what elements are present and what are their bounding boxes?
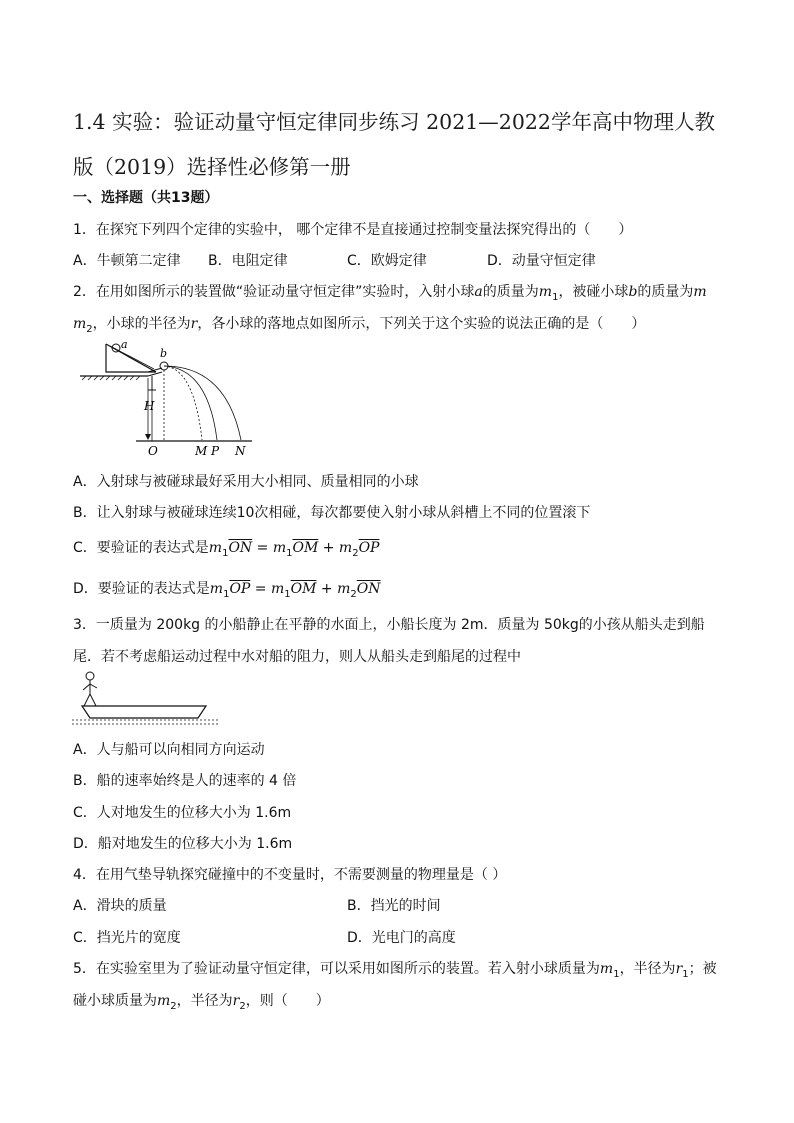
eq-segment: $\overline{ON}$ — [228, 540, 253, 556]
q2-text: ，各小球的落地点如图所示，下列关于这个实验的说法正确的是（ ） — [197, 316, 646, 332]
eq-segment: $\overline{OM}$ — [292, 540, 319, 556]
eq-sub: 2 — [352, 547, 359, 559]
eq-sub: 1 — [222, 547, 229, 559]
q2-sym-a: a — [474, 284, 483, 300]
q2-text: 的质量为 — [482, 284, 539, 300]
q2-apparatus-figure — [76, 338, 256, 458]
q2-option-c-text: C．要验证的表达式是 — [73, 540, 209, 556]
eq-m: m — [270, 581, 285, 597]
q5-text: ，半径为 — [176, 993, 233, 1009]
q2-stem-line1 — [73, 281, 707, 303]
q5-text: ，则（ ） — [245, 993, 330, 1009]
q5-text: ；被 — [688, 961, 717, 977]
q1-option-d[interactable]: D．动量守恒定律 — [487, 253, 596, 269]
q3-option-a[interactable]: A．人与船可以向相同方向运动 — [73, 742, 265, 758]
fig-label-b: b — [160, 347, 168, 360]
q3-stem-line2: 尾．若不考虑船运动过程中水对船的阻力，则人从船头走到船尾的过程中 — [73, 649, 521, 665]
q3-stem-line1: 3．一质量为 200kg 的小船静止在平静的水面上，小船长度为 2m．质量为 50kg的小孩从船头走到船 — [73, 617, 705, 633]
eq-m: m — [338, 540, 353, 556]
q1-option-b[interactable]: B．电阻定律 — [208, 253, 288, 269]
q5-sym-m: m — [599, 961, 614, 977]
q4-stem: 4．在用气垫导轨探究碰撞中的不变量时，不需要测量的物理量是（ ） — [73, 867, 507, 883]
eq-sub: 2 — [350, 588, 357, 600]
fig-label-P: P — [211, 444, 220, 458]
eq-segment: $\overline{ON}$ — [356, 581, 381, 597]
q5-sym-r: r — [675, 961, 683, 977]
q4-option-a[interactable]: A．滑块的质量 — [73, 898, 167, 914]
q5-sub: 1 — [613, 968, 620, 980]
eq-segment: $\overline{OP}$ — [358, 540, 380, 556]
q5-sub: 2 — [170, 1000, 177, 1012]
q1-option-c[interactable]: C．欧姆定律 — [347, 253, 427, 269]
q3-option-c[interactable]: C．人对地发生的位移大小为 1.6m — [73, 805, 292, 821]
fig-label-O: O — [148, 444, 158, 458]
eq-segment: $\overline{OP}$ — [229, 581, 251, 597]
q3-boat-figure — [70, 668, 230, 730]
q2-option-c[interactable]: C．要验证的表达式是$m_1\overline{ON} = m_1\overline{OM} + m_2\overline{OP}$ — [73, 540, 380, 559]
q1-option-a[interactable]: A．牛顿第二定律 — [73, 253, 181, 269]
q2-option-d-text: D．要验证的表达式是 — [73, 581, 210, 597]
q2-sym-b: b — [628, 284, 638, 300]
q2-sym-r: r — [190, 316, 198, 332]
fig-label-H: H — [144, 399, 155, 413]
q4-option-b[interactable]: B．挡光的时间 — [347, 898, 441, 914]
eq-m: m — [337, 581, 351, 597]
q5-stem-line2 — [73, 990, 330, 1012]
q2-sym-m: m — [73, 316, 87, 332]
q5-text: ，半径为 — [619, 961, 676, 977]
eq-m: m — [209, 581, 224, 597]
eq-sub: 1 — [286, 547, 293, 559]
q2-text: ，小球的半径为 — [92, 316, 191, 332]
eq-sub: 1 — [223, 588, 230, 600]
q2-option-b[interactable]: B．让入射球与被碰球连续10次相碰，每次都要使入射小球从斜槽上不同的位置滚下 — [73, 505, 591, 521]
q2-sym-m: m — [693, 284, 707, 300]
q5-sym-m: m — [157, 993, 171, 1009]
q5-text: 5．在实验室里为了验证动量守恒定律，可以采用如图所示的装置。若入射小球质量为 — [73, 961, 600, 977]
q2-option-d[interactable]: D．要验证的表达式是$m_1\overline{OP} = m_1\overline{OM} + m_2\overline{ON}$ — [73, 581, 381, 600]
q2-text: ，被碰小球 — [558, 284, 629, 300]
eq-m: m — [208, 540, 223, 556]
q2-sub: 2 — [86, 323, 93, 335]
fig-label-N: N — [235, 444, 246, 458]
q5-sub: 2 — [239, 1000, 246, 1012]
q4-option-c[interactable]: C．挡光片的宽度 — [73, 930, 181, 946]
q3-option-d[interactable]: D．船对地发生的位移大小为 1.6m — [73, 836, 293, 852]
q5-stem-line1 — [73, 958, 717, 980]
q3-option-b[interactable]: B．船的速率始终是人的速率的 4 倍 — [73, 773, 297, 789]
q1-stem: 1．在探究下列四个定律的实验中， 哪个定律不是直接通过控制变量法探究得出的（ ） — [73, 222, 633, 238]
fig-label-a: a — [121, 338, 128, 351]
eq-sub: 1 — [284, 588, 291, 600]
q2-text: 的质量为 — [637, 284, 694, 300]
q2-sym-m: m — [538, 284, 553, 300]
q2-option-a[interactable]: A．入射球与被碰球最好采用大小相同、质量相同的小球 — [73, 474, 419, 490]
q5-sym-r: r — [232, 993, 240, 1009]
q5-text: 碰小球质量为 — [73, 993, 157, 1009]
q2-text: 2．在用如图所示的装置做“验证动量守恒定律”实验时，入射小球 — [73, 284, 475, 300]
section-heading: 一、选择题（共13题） — [73, 190, 219, 206]
fig-label-M: M — [195, 444, 208, 458]
eq-m: m — [272, 540, 287, 556]
q2-stem-line2 — [73, 313, 645, 335]
q4-option-d[interactable]: D．光电门的高度 — [347, 930, 456, 946]
q5-sub: 1 — [682, 968, 689, 980]
page-title: 1.4 实验：验证动量守恒定律同步练习 2021—2022学年高中物理人教版（2019）选择性必修第一册 — [73, 110, 715, 179]
eq-segment: $\overline{OM}$ — [290, 581, 317, 597]
q2-sub: 1 — [552, 291, 559, 303]
